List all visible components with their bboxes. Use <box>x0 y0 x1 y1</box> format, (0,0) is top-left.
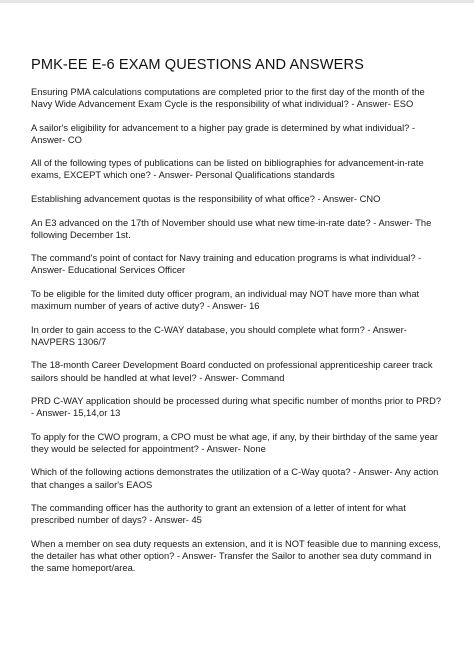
qa-item <box>31 122 445 146</box>
qa-item <box>31 252 445 276</box>
qa-text: A sailor's eligibility for advancement to a higher pay grade is determined by what individual? - Answer- CO <box>31 122 416 145</box>
qa-item <box>31 324 445 348</box>
question-answer-list <box>31 86 445 586</box>
qa-text: Ensuring PMA calculations computations are completed prior to the first day of the month of the Navy Wide Advancement Exam Cycle is the responsibility of what individual? - Answer- ESO <box>31 87 425 110</box>
page-top-border <box>0 0 474 3</box>
qa-text: The 18-month Career Development Board conducted on professional apprenticeship career track sailors should be handled at what level? - Answer- Command <box>31 360 433 383</box>
qa-text: The command's point of contact for Navy training and education programs is what individual? - Answer- Educational Services Officer <box>31 253 422 276</box>
qa-text: The commanding officer has the authority to grant an extension of a letter of intent for what prescribed number of days? - Answer- 45 <box>31 503 406 526</box>
qa-item <box>31 466 445 490</box>
qa-text: In order to gain access to the C-WAY database, you should complete what form? - Answer- NAVPERS 1306/7 <box>31 324 407 347</box>
qa-item <box>31 193 445 205</box>
qa-text: All of the following types of publications can be listed on bibliographies for advancement-in-rate exams, EXCEPT which one? - Answer- Personal Qualifications standards <box>31 158 424 181</box>
qa-text: Which of the following actions demonstrates the utilization of a C-Way quota? - Answer- Any action that changes a sailor's EAOS <box>31 467 439 490</box>
qa-text: PRD C-WAY application should be processed during what specific number of months prior to PRD? - Answer- 15,14,or 13 <box>31 396 442 419</box>
qa-text: An E3 advanced on the 17th of November should use what new time-in-rate date? - Answer- The following December 1st. <box>31 217 432 240</box>
qa-item <box>31 157 445 181</box>
qa-text: To be eligible for the limited duty officer program, an individual may NOT have more than what maximum number of years of active duty? - Answer- 16 <box>31 289 420 312</box>
qa-item <box>31 359 445 383</box>
qa-text: When a member on sea duty requests an extension, and it is NOT feasible due to manning excess, the detailer has what other option? - Answer- Transfer the Sailor to another sea duty command in the same homeport/area. <box>31 538 441 574</box>
qa-text: To apply for the CWO program, a CPO must be what age, if any, by their birthday of the same year they would be selected for appointment? - Answer- None <box>31 431 438 454</box>
qa-item <box>31 217 445 241</box>
qa-item <box>31 288 445 312</box>
qa-text: Establishing advancement quotas is the responsibility of what office? - Answer- CNO <box>31 194 381 205</box>
document-title: PMK-EE E-6 EXAM QUESTIONS AND ANSWERS <box>31 57 364 73</box>
qa-item <box>31 502 445 526</box>
qa-item <box>31 538 445 574</box>
qa-item <box>31 395 445 419</box>
qa-item <box>31 431 445 455</box>
qa-item <box>31 86 445 110</box>
